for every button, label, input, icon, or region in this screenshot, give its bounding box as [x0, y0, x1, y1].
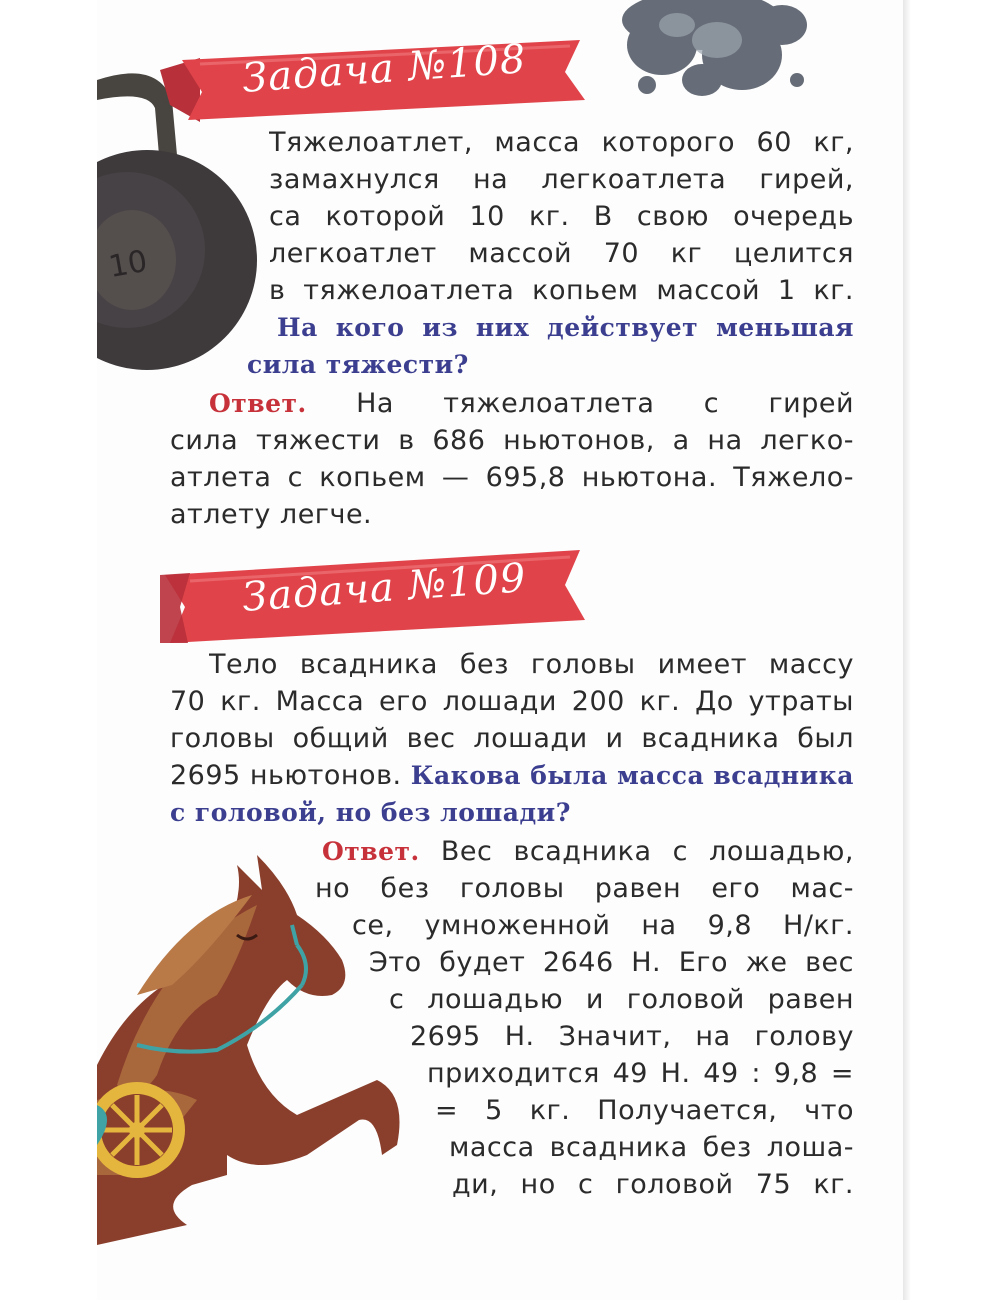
problem-109-answer-line: с лошадью и головой равен [389, 984, 854, 1015]
problem-108-question-line: На кого из них действует меньшая [277, 313, 854, 342]
problem-108-answer [170, 459, 854, 496]
problem-109-banner [160, 545, 585, 645]
problem-109-text-line: 2695 ньютонов. [170, 760, 402, 791]
problem-109-answer [427, 1055, 854, 1092]
problem-109-text-line: головы общий вес лошади и всадника был [170, 723, 854, 754]
problem-108-answer-line: На тяжелоатлета с гирей [356, 388, 854, 419]
problem-108-question [277, 309, 854, 346]
problem-109-answer-line: но без головы равен его мас- [315, 873, 854, 904]
problem-109-answer-label: Ответ. [322, 837, 420, 866]
problem-109-answer [435, 1092, 854, 1129]
problem-108-title: Задача №108 [240, 36, 528, 102]
problem-108-text-line: легкоатлет массой 70 кг целится [269, 238, 854, 269]
problem-108-answer [170, 496, 854, 533]
problem-108-text-line: замахнулся на легкоатлета гирей, [269, 164, 854, 195]
problem-108-text-line: в тяжелоатлета копьем массой 1 кг. [269, 275, 854, 306]
problem-109-answer-line: ди, но с головой 75 кг. [452, 1169, 854, 1200]
problem-109-text [170, 720, 854, 757]
problem-109-title: Задача №109 [240, 555, 528, 621]
problem-109-question [170, 794, 854, 831]
problem-108-text [269, 161, 854, 198]
problem-109-question-line: с головой, но без лошади? [170, 798, 571, 827]
problem-109-answer-line: се, умноженной на 9,8 Н/кг. [352, 910, 854, 941]
problem-108-question [247, 346, 854, 383]
problem-109-text [170, 683, 854, 720]
problem-108-text [269, 124, 854, 161]
ink-splash-decoration [552, 0, 852, 110]
problem-109-answer [449, 1129, 854, 1166]
problem-109-answer [410, 1018, 854, 1055]
kettlebell-weight-label: 10 [106, 243, 150, 285]
problem-109-text-line: 70 кг. Масса его лошади 200 кг. До утраты [170, 686, 854, 717]
problem-109-answer-line: = 5 кг. Получается, что [435, 1095, 854, 1126]
problem-109-answer [452, 1166, 854, 1203]
problem-109-text [209, 646, 854, 683]
problem-109-answer-line: 2695 Н. Значит, на голову [410, 1021, 854, 1052]
problem-108-text-line: Тяжелоатлет, масса которого 60 кг, [269, 127, 854, 158]
problem-108-text [269, 198, 854, 235]
problem-109-text-line: Тело всадника без головы имеет массу [209, 649, 854, 680]
problem-108-answer-label: Ответ. [209, 389, 307, 418]
problem-109-answer [352, 907, 854, 944]
problem-108-question-line: сила тяжести? [247, 350, 469, 379]
problem-109-answer-line: Вес всадника с лошадью, [440, 836, 854, 867]
problem-109-answer [369, 944, 854, 981]
problem-109-answer-line: масса всадника без лоша- [449, 1132, 854, 1163]
problem-108-answer-line: сила тяжести в 686 ньютонов, а на легко- [170, 425, 854, 456]
book-page [97, 0, 903, 1300]
problem-108-banner [160, 30, 585, 122]
page-edge [903, 0, 911, 1300]
problem-108-text-line: са которой 10 кг. В свою очередь [269, 201, 854, 232]
problem-109-question-line: Какова была масса всадника [410, 761, 854, 790]
problem-109-answer-line: приходится 49 Н. 49 : 9,8 = [427, 1058, 854, 1089]
problem-108-text [269, 272, 854, 309]
problem-108-answer [209, 385, 854, 422]
problem-109-answer [315, 870, 854, 907]
problem-109-text [170, 757, 854, 794]
problem-108-answer-line: атлета с копьем — 695,8 ньютона. Тяжело- [170, 462, 854, 493]
problem-109-answer [322, 833, 854, 870]
problem-108-answer-line: атлету легче. [170, 499, 373, 530]
problem-109-answer [389, 981, 854, 1018]
problem-108-answer [170, 422, 854, 459]
problem-108-text [269, 235, 854, 272]
problem-109-answer-line: Это будет 2646 Н. Его же вес [369, 947, 854, 978]
